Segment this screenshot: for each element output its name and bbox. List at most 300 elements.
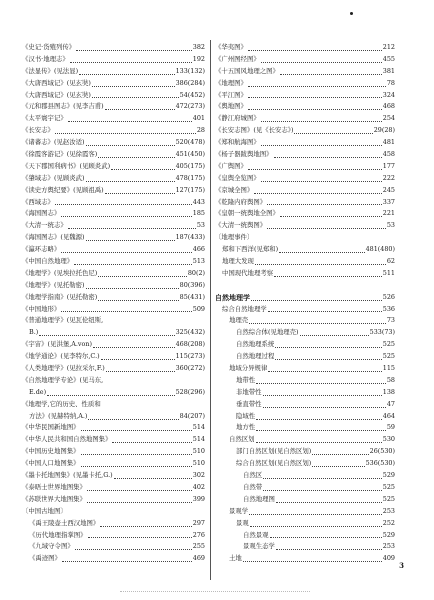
entry-title: 《海国图志》 [22, 209, 61, 218]
entry-page: 536 [382, 304, 395, 313]
index-entry [22, 458, 205, 470]
leader-dots [105, 193, 175, 194]
index-entry [215, 280, 395, 292]
entry-page: 254 [382, 114, 395, 123]
index-entry [215, 78, 395, 90]
entry-title: 景观学 [229, 506, 249, 515]
entry-page: 80(396) [179, 280, 205, 289]
leader-dots [248, 86, 386, 87]
index-entry [215, 220, 395, 232]
leader-dots [256, 442, 382, 443]
leader-dots [261, 145, 382, 146]
entry-page: 514 [192, 435, 205, 444]
entry-title: 隐域性 [236, 411, 256, 420]
index-entry [22, 161, 205, 173]
entry-page: 529 [382, 471, 395, 480]
entry-page: 26(530) [369, 447, 395, 456]
index-entry [215, 256, 395, 268]
index-entry [215, 113, 395, 125]
entry-page: 138 [382, 387, 395, 396]
entry-page: 481(480) [365, 245, 395, 254]
entry-page: 525 [382, 340, 395, 349]
print-mark [350, 12, 353, 15]
entry-title: 部门自然区划(见自然区划) [236, 447, 312, 456]
entry-page: 401 [192, 114, 205, 123]
index-entry [22, 339, 205, 351]
entry-title: 《天下郡国利病书》(见顾炎武) [22, 161, 111, 170]
index-entry [22, 423, 205, 435]
leader-dots [55, 133, 196, 134]
leader-dots [263, 490, 382, 491]
entry-title: 《肇域志》(见顾炎武) [22, 173, 85, 182]
entry-page: 528(296) [175, 387, 205, 396]
index-entry [215, 399, 395, 411]
page-number: 3 [399, 561, 404, 570]
entry-page: 472(273) [175, 102, 205, 111]
entry-title: 垂直带性 [236, 399, 262, 408]
leader-dots [114, 478, 192, 479]
leader-dots [93, 347, 175, 348]
leader-dots [274, 157, 382, 158]
right-index-column [215, 42, 395, 565]
entry-title: 自然区 [243, 471, 263, 480]
entry-title: 〔地理事件〕 [215, 233, 254, 242]
index-entry [215, 292, 395, 304]
leader-dots [294, 133, 372, 134]
index-entry [215, 232, 395, 244]
entry-title: 《汉书·地理志》 [22, 54, 69, 63]
leader-dots [87, 490, 192, 491]
entry-page: 533(73) [369, 328, 395, 337]
entry-title: 〔中国古地图〕 [22, 506, 67, 515]
index-entry [22, 482, 205, 494]
scan-artifact [120, 590, 310, 592]
index-entry [22, 506, 205, 518]
entry-page: 221 [382, 209, 395, 218]
leader-dots [61, 216, 191, 217]
entry-title: 《史记·货殖列传》 [22, 42, 76, 51]
entry-page: 466 [192, 245, 205, 254]
entry-title: 《瀛环志略》 [22, 245, 61, 254]
leader-dots [261, 181, 382, 182]
entry-title: 《大清一统舆图》 [215, 221, 267, 230]
entry-title: 方法》(见赫特纳,A.) [29, 411, 88, 420]
index-entry [22, 78, 205, 90]
entry-page: 382 [192, 42, 205, 51]
entry-title: 《静江府城图》 [215, 114, 260, 123]
entry-page: 536(530) [365, 459, 395, 468]
leader-dots [92, 86, 175, 87]
leader-dots [248, 169, 382, 170]
entry-title: 《中国人口地图集》 [22, 459, 80, 468]
leader-dots [86, 181, 175, 182]
entry-title: 《地理学指南》(见托勒密) [22, 292, 98, 301]
leader-dots [81, 430, 192, 431]
index-entry [22, 327, 205, 339]
entry-title: 土地 [229, 554, 242, 563]
index-entry [215, 541, 395, 553]
entry-title: 景观生态学 [243, 542, 275, 551]
index-entry [22, 101, 205, 113]
entry-title: 《华夷图》 [215, 42, 247, 51]
leader-dots [268, 371, 381, 372]
index-entry [215, 387, 395, 399]
index-entry [22, 185, 205, 197]
entry-title: 《乾隆内府舆图》 [215, 197, 267, 206]
entry-page: 337 [382, 197, 395, 206]
entry-page: 464 [382, 411, 395, 420]
entry-page: 185 [192, 209, 205, 218]
entry-title: 《禹迹图》 [29, 554, 61, 563]
left-index-column [22, 42, 205, 565]
leader-dots [249, 514, 382, 515]
entry-page: 276 [192, 530, 205, 539]
entry-title: 《地学通论》(见李特尔,C.) [22, 352, 100, 361]
entry-title: 《中国历史地图集》 [22, 447, 80, 456]
entry-title: 《大唐西域记》(见玄奘) [22, 90, 91, 99]
entry-page: 53 [196, 221, 205, 230]
index-entry [22, 363, 205, 375]
entry-page: 28 [196, 126, 205, 135]
entry-page: 525 [382, 352, 395, 361]
leader-dots [263, 395, 382, 396]
entry-title: 地域分异规律 [229, 364, 268, 373]
entry-page: 525 [382, 482, 395, 491]
leader-dots [68, 228, 196, 229]
index-entry [22, 208, 205, 220]
index-entry [215, 66, 395, 78]
entry-page: 443 [192, 197, 205, 206]
entry-page: 360(272) [175, 364, 205, 373]
entry-title: 综合自然区划(见自然区划) [236, 459, 312, 468]
entry-title: 自然地理图 [243, 494, 275, 503]
entry-title: 《苏联世界大地图集》 [22, 494, 86, 503]
entry-title: 地理大发现 [222, 257, 254, 266]
leader-dots [268, 311, 382, 312]
entry-page: 73 [386, 316, 395, 325]
leader-dots [92, 97, 179, 98]
index-entry [215, 161, 395, 173]
leader-dots [256, 383, 386, 384]
index-entry [215, 149, 395, 161]
leader-dots [274, 276, 382, 277]
entry-page: 58 [386, 375, 395, 384]
leader-dots [70, 62, 192, 63]
index-entry [22, 292, 205, 304]
index-entry [22, 530, 205, 542]
leader-dots [256, 419, 382, 420]
index-entry [215, 54, 395, 66]
entry-title: 《皇舆全览图》 [215, 173, 260, 182]
leader-dots [86, 240, 175, 241]
entry-page: 222 [382, 173, 395, 182]
entry-title: 《地理图》 [215, 78, 247, 87]
leader-dots [68, 121, 192, 122]
entry-title: 《元和郡县图志》(见李吉甫) [22, 102, 104, 111]
leader-dots [39, 335, 174, 336]
entry-page: 481 [382, 138, 395, 147]
entry-title: 郑和下西洋(见郑和) [222, 245, 279, 254]
entry-title: 非地带性 [236, 387, 262, 396]
entry-title: 自然带 [243, 482, 263, 491]
entry-page: 47 [386, 399, 395, 408]
leader-dots [254, 193, 381, 194]
entry-title: 《平江图》 [215, 90, 247, 99]
entry-page: 409 [382, 554, 395, 563]
entry-title: 地方性 [236, 423, 256, 432]
entry-title: 《大唐西域记》(见玄奘) [22, 78, 91, 87]
entry-title: 《长安志》 [22, 126, 54, 135]
entry-page: 530 [382, 435, 395, 444]
index-entry [22, 90, 205, 102]
leader-dots [88, 419, 178, 420]
index-entry [22, 268, 205, 280]
entry-page: 29(28) [373, 126, 395, 135]
entry-title: 综合自然地理学 [222, 304, 267, 313]
entry-title: 《自然地理学专论》(见马东, [22, 375, 104, 384]
index-entry [215, 446, 395, 458]
entry-page: 302 [192, 471, 205, 480]
leader-dots [86, 145, 175, 146]
entry-page: 514 [192, 423, 205, 432]
index-entry [22, 113, 205, 125]
entry-page: 252 [382, 518, 395, 527]
index-entry [215, 553, 395, 565]
entry-title: 《广舆图》 [215, 161, 247, 170]
entry-title: 《长安志图》(见《长安志》) [215, 126, 294, 135]
leader-dots [88, 537, 192, 538]
index-entry [215, 197, 395, 209]
entry-title: 自然综合体(见地理壳) [236, 328, 299, 337]
leader-dots [47, 395, 175, 396]
index-entry [22, 42, 205, 54]
entry-title: 地理壳 [229, 316, 249, 325]
leader-dots [270, 537, 382, 538]
index-entry [215, 137, 395, 149]
index-entry [215, 315, 395, 327]
entry-title: 《九域守令图》 [29, 542, 74, 551]
leader-dots [61, 311, 191, 312]
entry-page: 455 [382, 54, 395, 63]
entry-page: 381 [382, 66, 395, 75]
index-entry [215, 185, 395, 197]
leader-dots [249, 323, 386, 324]
entry-page: 451(450) [175, 150, 205, 158]
leader-dots [111, 169, 175, 170]
leader-dots [263, 478, 382, 479]
leader-dots [98, 157, 174, 158]
entry-page: 253 [382, 506, 395, 515]
leader-dots [312, 454, 368, 455]
entry-title: 《徐霞客游记》(见徐霞客) [22, 150, 98, 158]
entry-title: 《皇朝一统舆地全图》 [215, 209, 279, 218]
index-entry [22, 375, 205, 387]
entry-title: 《郑和航海图》 [215, 138, 260, 147]
entry-page: 297 [192, 518, 205, 527]
entry-page: 511 [382, 268, 395, 277]
leader-dots [256, 430, 386, 431]
entry-title: 《法显传》(见法显) [22, 66, 79, 75]
entry-title: 《诸蕃志》(见赵汝适) [22, 138, 85, 147]
entry-title: 地带性 [236, 375, 256, 384]
entry-page: 529 [382, 530, 395, 539]
entry-title: 中国现代地理考察 [222, 268, 274, 277]
entry-title: 《地理学》(见埃拉托色尼) [22, 268, 98, 277]
leader-dots [98, 276, 187, 277]
leader-dots [74, 264, 192, 265]
index-entry [22, 494, 205, 506]
entry-title: 自然地理学 [215, 292, 250, 302]
leader-dots [263, 407, 386, 408]
leader-dots [261, 121, 382, 122]
entry-page: 458 [382, 150, 395, 158]
entry-page: 405(175) [175, 161, 205, 170]
leader-dots [276, 502, 382, 503]
leader-dots [280, 74, 382, 75]
entry-page: 509 [192, 304, 205, 313]
entry-title: 《大清一统志》 [22, 221, 67, 230]
leader-dots [248, 109, 382, 110]
index-entry [22, 54, 205, 66]
leader-dots [248, 50, 382, 51]
entry-page: 386(284) [175, 78, 205, 87]
entry-title: 景观 [236, 518, 249, 527]
entry-title: 自然地理系统 [236, 340, 275, 349]
entry-title: 《地理学》(见托勒密) [22, 280, 85, 289]
leader-dots [101, 359, 175, 360]
leader-dots [312, 466, 364, 467]
index-entry [22, 149, 205, 161]
index-entry [22, 470, 205, 482]
leader-dots [76, 50, 192, 51]
entry-title: 《舆地图》 [215, 102, 247, 111]
index-entry [215, 411, 395, 423]
leader-dots [55, 204, 192, 205]
entry-title: 《中华人民共和国自然地图集》 [22, 435, 112, 444]
index-entry [22, 315, 205, 327]
entry-title: 《广州图经图》 [215, 54, 260, 63]
entry-page: 253 [382, 542, 395, 551]
leader-dots [112, 442, 191, 443]
leader-dots [81, 454, 192, 455]
index-entry [215, 363, 395, 375]
index-entry [22, 541, 205, 553]
entry-title: 《西域志》 [22, 197, 54, 206]
entry-page: 402 [192, 482, 205, 491]
leader-dots [300, 335, 369, 336]
entry-page: 399 [192, 494, 205, 503]
entry-title: 《中国地形》 [22, 304, 61, 313]
index-entry [22, 434, 205, 446]
entry-page: 255 [192, 542, 205, 551]
index-entry [22, 411, 205, 423]
leader-dots [100, 526, 192, 527]
index-entry [215, 458, 395, 470]
leader-dots [87, 502, 192, 503]
leader-dots [243, 561, 382, 562]
entry-title: 《太平寰宇记》 [22, 114, 67, 123]
index-entry [22, 280, 205, 292]
entry-page: 177 [382, 161, 395, 170]
entry-title: 《中国自然地理》 [22, 257, 74, 266]
entry-title: E.de) [29, 387, 47, 396]
leader-dots [81, 466, 192, 467]
entry-title: 自然地理过程 [236, 352, 275, 361]
leader-dots [106, 371, 175, 372]
entry-page: 468(208) [175, 340, 205, 349]
leader-dots [79, 74, 174, 75]
index-entry [22, 173, 205, 185]
entry-title: 《普通地理学》(见瓦伦纽斯, [22, 316, 104, 325]
leader-dots [98, 300, 178, 301]
entry-page: 78 [386, 78, 395, 87]
entry-page: 192 [192, 54, 205, 63]
index-entry [22, 304, 205, 316]
index-entry [215, 423, 395, 435]
entry-page: 510 [192, 447, 205, 456]
entry-title: B.) [29, 328, 39, 337]
entry-page: 510 [192, 459, 205, 468]
entry-page: 468 [382, 102, 395, 111]
entry-page: 53 [386, 221, 395, 230]
entry-title: 《海国图志》(见魏源) [22, 233, 85, 242]
index-entry [215, 518, 395, 530]
index-entry [215, 494, 395, 506]
entry-page: 325(432) [175, 328, 205, 337]
leader-dots [267, 228, 386, 229]
index-entry [22, 137, 205, 149]
entry-title: 《历代地理指掌图》 [29, 530, 87, 539]
index-entry [22, 125, 205, 137]
index-entry [215, 482, 395, 494]
entry-page: 526 [382, 292, 395, 301]
index-entry [215, 351, 395, 363]
entry-page: 520(478) [175, 138, 205, 147]
entry-page: 115(273) [175, 352, 205, 361]
leader-dots [255, 264, 386, 265]
leader-dots [275, 347, 381, 348]
leader-dots [267, 204, 382, 205]
entry-title: 自然景观 [243, 530, 269, 539]
index-entry [22, 387, 205, 399]
index-entry [215, 244, 395, 256]
leader-dots [248, 97, 382, 98]
entry-title: 《人类地理学》(见拉采尔,F.) [22, 364, 105, 373]
leader-dots [75, 549, 192, 550]
column-divider [210, 40, 211, 580]
leader-dots [251, 300, 382, 301]
index-entry [215, 470, 395, 482]
entry-page: 245 [382, 185, 395, 194]
index-entry [22, 244, 205, 256]
index-entry [215, 375, 395, 387]
index-entry [22, 232, 205, 244]
entry-title: 《中华民国新地图》 [22, 423, 80, 432]
index-entry [22, 66, 205, 78]
index-entry [215, 173, 395, 185]
entry-title: 《地理学,它的历史、性质和 [22, 399, 101, 408]
index-entry [215, 125, 395, 137]
index-entry [215, 506, 395, 518]
entry-title: 《京城全图》 [215, 185, 254, 194]
index-entry [22, 518, 205, 530]
entry-page: 84(207) [179, 411, 205, 420]
entry-page: 324 [382, 90, 395, 99]
entry-page: 469 [192, 554, 205, 563]
leader-dots [86, 288, 179, 289]
index-entry [215, 42, 395, 54]
leader-dots [276, 549, 382, 550]
